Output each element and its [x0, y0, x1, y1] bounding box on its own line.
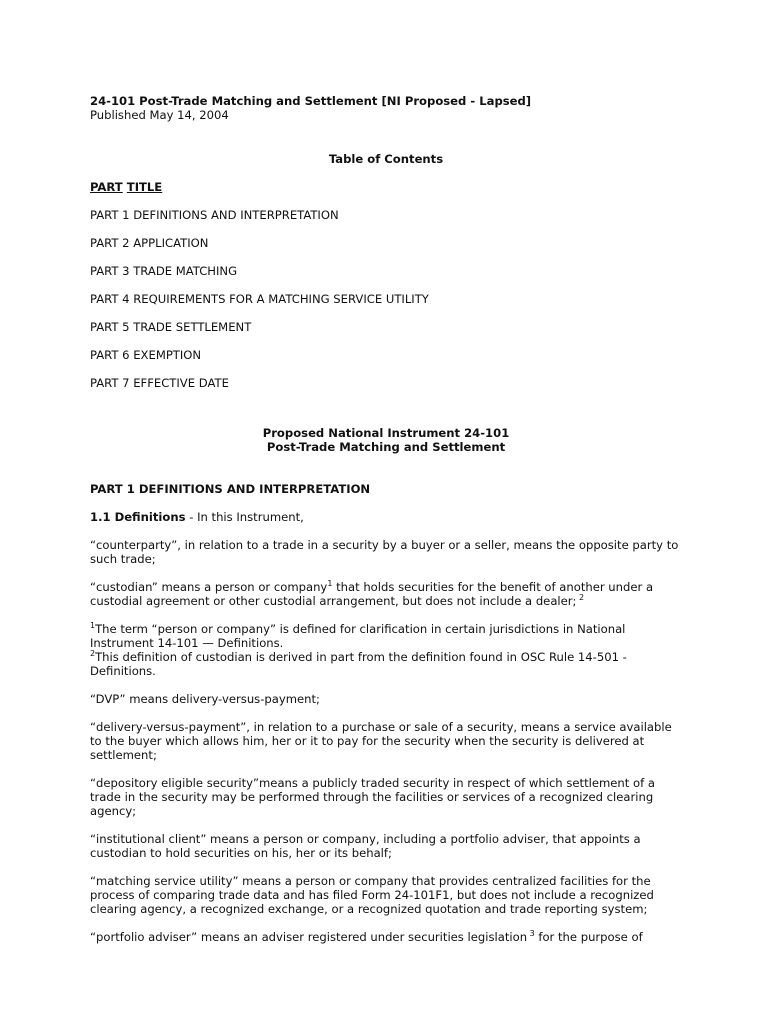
part-1-heading: PART 1 DEFINITIONS AND INTERPRETATION — [90, 482, 371, 496]
definition-counterparty: “counterparty”, in relation to a trade in a security by a buyer or a seller, means the opposite party to such trade; — [90, 538, 679, 566]
definitions-intro — [90, 510, 682, 524]
instrument-title — [90, 426, 682, 454]
published-date: Published May 14, 2004 — [90, 108, 229, 122]
toc-item-part-2[interactable]: PART 2 APPLICATION — [90, 236, 209, 250]
definitions-intro-text: - In this Instrument, — [185, 510, 304, 524]
definition-custodian — [90, 580, 682, 608]
toc-item-part-1[interactable]: PART 1 DEFINITIONS AND INTERPRETATION — [90, 208, 339, 222]
instrument-title-line-1: Proposed National Instrument 24-101 — [262, 426, 510, 440]
footnote-2 — [90, 650, 682, 678]
footnote-2-number: 2 — [90, 649, 96, 659]
toc-item-part-5[interactable]: PART 5 TRADE SETTLEMENT — [90, 320, 252, 334]
definition-dvp: “DVP” means delivery-versus-payment; — [90, 692, 320, 706]
definition-delivery-versus-payment: “delivery-versus-payment”, in relation to a purchase or sale of a security, means a service available to the buyer which allows him, her or it to pay for the security when the security is delivered at settlement; — [90, 720, 672, 762]
toc-item-part-7[interactable]: PART 7 EFFECTIVE DATE — [90, 376, 229, 390]
definitions-label: 1.1 Definitions — [90, 510, 186, 524]
definition-institutional-client: “institutional client” means a person or company, including a portfolio adviser, that appoints a custodian to hold securities on his, her or its behalf; — [90, 832, 641, 860]
toc-column-headers — [90, 180, 682, 194]
toc-col-title: TITLE — [126, 180, 163, 194]
footnotes — [90, 622, 682, 678]
instrument-title-line-2: Post-Trade Matching and Settlement — [266, 440, 506, 454]
toc-col-part: PART — [90, 180, 123, 194]
footnote-ref-2[interactable]: 2 — [576, 593, 585, 603]
portfolio-text-a: “portfolio adviser” means an adviser registered under securities legislation — [90, 930, 528, 944]
footnote-1-number: 1 — [90, 621, 96, 631]
definition-depository-eligible-security: “depository eligible security”means a publicly traded security in respect of which settlement of a trade in the security may be performed through the facilities or services of a recognized clearing agency; — [90, 776, 655, 818]
footnote-1 — [90, 622, 682, 650]
custodian-text-b: that holds securities for the benefit of another under a custodial agreement or other custodial arrangement, but does not include a dealer; — [90, 580, 654, 608]
document-title: 24-101 Post-Trade Matching and Settlement [NI Proposed - Lapsed] — [90, 94, 532, 108]
footnote-ref-3[interactable]: 3 — [527, 929, 535, 939]
definition-portfolio-adviser — [90, 930, 682, 944]
definition-matching-service-utility: “matching service utility” means a person or company that provides centralized facilities for the process of comparing trade data and has filed Form 24-101F1, but does not include a recognized clearing agency, a recognized exchange, or a recognized quotation and trade reporting system; — [90, 874, 654, 916]
document-page — [90, 94, 682, 958]
portfolio-text-b: for the purpose of — [534, 930, 643, 944]
footnote-1-text: The term “person or company” is defined for clarification in certain jurisdictions in National Instrument 14-101 — Definitions. — [90, 622, 626, 650]
toc-heading: Table of Contents — [328, 152, 444, 166]
footnote-ref-1[interactable]: 1 — [327, 579, 333, 589]
toc-item-part-6[interactable]: PART 6 EXEMPTION — [90, 348, 202, 362]
footnote-2-text: This definition of custodian is derived in part from the definition found in OSC Rule 14-501 - Definitions. — [90, 650, 627, 678]
custodian-text-a: “custodian” means a person or company — [90, 580, 328, 594]
toc-item-part-4[interactable]: PART 4 REQUIREMENTS FOR A MATCHING SERVICE UTILITY — [90, 292, 429, 306]
toc-item-part-3[interactable]: PART 3 TRADE MATCHING — [90, 264, 238, 278]
